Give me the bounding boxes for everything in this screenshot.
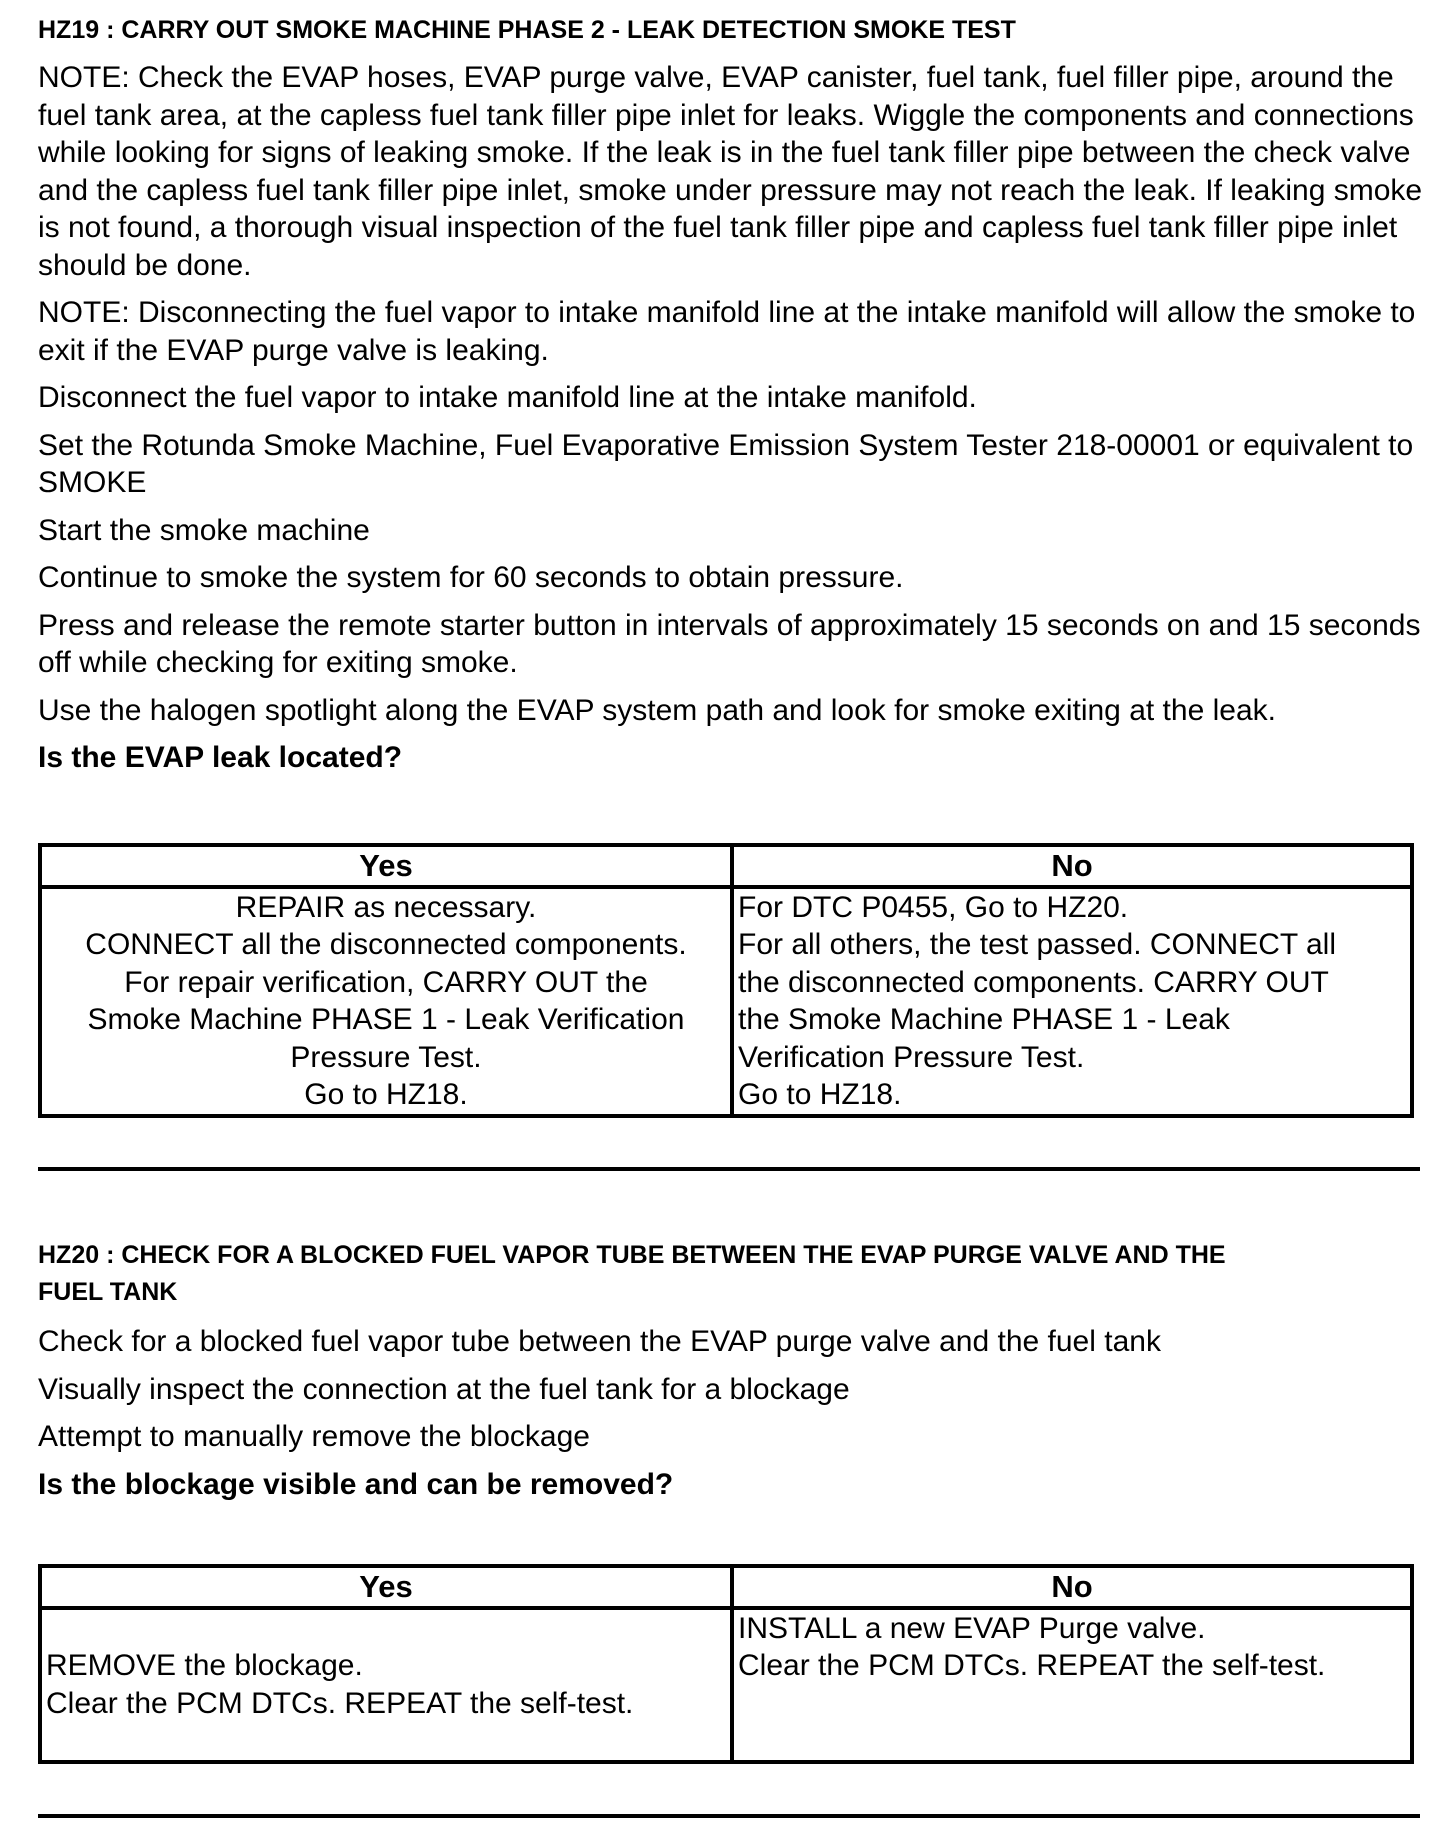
hz19-step-set-machine: Set the Rotunda Smoke Machine, Fuel Evaporative Emission System Tester 218-00001 or equivalent to SMOKE <box>38 428 1414 499</box>
hz19-note-2: NOTE: Disconnecting the fuel vapor to intake manifold line at the intake manifold will allow the smoke to exit if the EVAP purge valve is leaking. <box>38 296 1416 367</box>
hz19-yes-line: REPAIR as necessary. <box>235 890 537 924</box>
hz19-step-spotlight: Use the halogen spotlight along the EVAP system path and look for smoke exiting at the leak. <box>38 693 1276 727</box>
hz20-answer-table-wrap <box>38 1564 1414 1764</box>
hz19-no-line: For all others, the test passed. CONNECT all <box>738 928 1337 961</box>
hz19-yes-line: CONNECT all the disconnected components. <box>85 928 687 961</box>
hz19-no-header: No <box>732 845 1412 887</box>
hz19-no-line: the disconnected components. CARRY OUT <box>738 965 1329 999</box>
hz19-no-line: Verification Pressure Test. <box>738 1040 1085 1074</box>
hz20-no-line: INSTALL a new EVAP Purge valve. <box>738 1611 1206 1645</box>
hz19-step-start: Start the smoke machine <box>38 513 370 547</box>
hz20-step-check: Check for a blocked fuel vapor tube between the EVAP purge valve and the fuel tank <box>38 1325 1161 1358</box>
hz20-step-inspect: Visually inspect the connection at the fuel tank for a blockage <box>38 1372 850 1406</box>
hz19-note-1: NOTE: Check the EVAP hoses, EVAP purge valve, EVAP canister, fuel tank, fuel filler pipe, around the fuel tank area, at the capless fuel tank filler pipe inlet for leaks. Wiggle the components and connections while looking for signs of leaking smoke. If the leak is in the fuel tank filler pipe between the check valve and the capless fuel tank filler pipe inlet, smoke under pressure may not reach the leak. If leaking smoke is not found, a thorough visual inspection of the fuel tank filler pipe and capless fuel tank filler pipe inlet should be done. <box>38 61 1423 282</box>
hz19-no-line: For DTC P0455, Go to HZ20. <box>738 890 1129 924</box>
hz20-question: Is the blockage visible and can be removed? <box>38 1467 674 1501</box>
hz19-yes-line: Smoke Machine PHASE 1 - Leak Verification <box>87 1003 685 1036</box>
hz19-no-cell <box>732 887 1412 1116</box>
hz20-section <box>38 1237 1430 1503</box>
hz19-no-line: the Smoke Machine PHASE 1 - Leak <box>738 1003 1230 1036</box>
hz19-title: HZ19 : CARRY OUT SMOKE MACHINE PHASE 2 - LEAK DETECTION SMOKE TEST <box>38 16 1016 44</box>
hz19-yes-cell <box>40 887 732 1116</box>
hz20-yes-cell <box>40 1608 732 1762</box>
hz20-yes-line: Clear the PCM DTCs. REPEAT the self-test. <box>46 1686 634 1720</box>
hz20-no-line: Clear the PCM DTCs. REPEAT the self-test. <box>738 1649 1326 1682</box>
hz19-answer-table <box>38 843 1414 1118</box>
hz19-step-disconnect: Disconnect the fuel vapor to intake manifold line at the intake manifold. <box>38 381 977 414</box>
hz19-no-line: Go to HZ18. <box>738 1078 902 1111</box>
hz20-step-remove: Attempt to manually remove the blockage <box>38 1420 590 1453</box>
hz19-question: Is the EVAP leak located? <box>38 741 403 774</box>
section-divider-bottom <box>38 1814 1420 1818</box>
hz19-section <box>38 12 1430 777</box>
hz20-title-line-2: FUEL TANK <box>38 1278 178 1306</box>
hz19-yes-line: Pressure Test. <box>290 1040 482 1074</box>
hz19-step-continue: Continue to smoke the system for 60 seconds to obtain pressure. <box>38 561 904 594</box>
hz20-no-header: No <box>732 1566 1412 1608</box>
hz19-step-press-release: Press and release the remote starter button in intervals of approximately 15 seconds on and 15 seconds off while checking for exiting smoke. <box>38 608 1421 679</box>
hz19-yes-line: For repair verification, CARRY OUT the <box>124 965 648 999</box>
section-divider <box>38 1167 1420 1171</box>
hz20-yes-line: REMOVE the blockage. <box>46 1649 363 1682</box>
hz19-answer-table-wrap <box>38 843 1414 1118</box>
hz20-title-line-1: HZ20 : CHECK FOR A BLOCKED FUEL VAPOR TUBE BETWEEN THE EVAP PURGE VALVE AND THE <box>38 1241 1226 1269</box>
hz20-yes-header: Yes <box>40 1566 732 1608</box>
hz20-answer-table <box>38 1564 1414 1764</box>
hz20-no-cell <box>732 1608 1412 1762</box>
hz19-yes-header: Yes <box>40 845 732 887</box>
hz19-yes-line: Go to HZ18. <box>304 1078 468 1111</box>
